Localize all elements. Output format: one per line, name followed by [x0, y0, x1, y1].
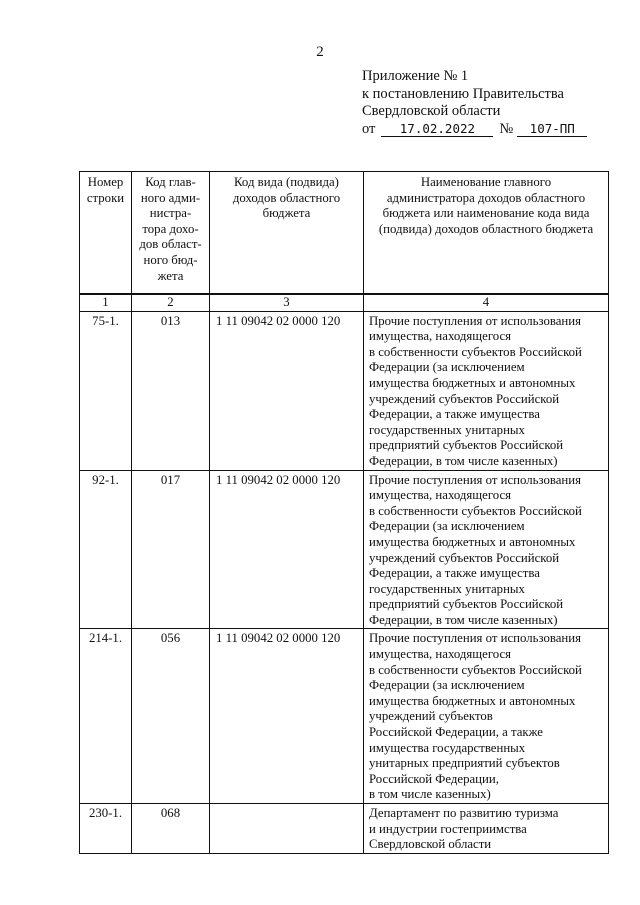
from-label: от	[362, 120, 376, 137]
resolution-number: 107-ПП	[517, 122, 587, 137]
text-line: предприятий субъектов Российской	[369, 438, 564, 453]
column-number: 2	[132, 294, 210, 311]
revenue-code: 1 11 09042 02 0000 120	[210, 629, 364, 804]
revenue-table	[79, 171, 609, 854]
text-line: в собственности субъектов Российской	[369, 662, 582, 677]
text-line: ного бюд-	[143, 252, 198, 267]
text-line: Код вида (подвида)	[234, 175, 339, 189]
text-line: Федерации (за исключением	[369, 678, 525, 693]
row-number: 75-1.	[80, 311, 132, 470]
text-line: Российской Федерации,	[369, 771, 499, 786]
text-line: Федерации (за исключением	[369, 519, 525, 534]
table-row	[80, 629, 609, 804]
header-cell	[364, 172, 609, 295]
text-line: администратора доходов областного	[386, 190, 586, 205]
table-row	[80, 470, 609, 629]
text-line: Федерации, в том числе казенных)	[369, 453, 558, 468]
header-cell	[210, 172, 364, 295]
column-number-row	[80, 294, 609, 311]
text-line: имущества, находящегося	[369, 488, 512, 503]
text-line: имущества бюджетных и автономных	[369, 375, 576, 390]
text-line: тора дохо-	[142, 221, 199, 236]
text-line: имущества, находящегося	[369, 329, 512, 344]
revenue-description	[364, 804, 609, 854]
text-line: Свердловской области	[369, 837, 492, 852]
text-line: государственных унитарных	[369, 581, 525, 596]
text-line: Федерации (за исключением	[369, 360, 525, 375]
resolution-date: 17.02.2022	[381, 122, 493, 137]
text-line: в собственности субъектов Российской	[369, 503, 582, 518]
text-line: учреждений субъектов Российской	[369, 550, 560, 565]
text-line: Федерации, в том числе казенных)	[369, 612, 558, 627]
admin-code: 056	[132, 629, 210, 804]
text-line: жета	[157, 268, 184, 283]
table-row	[80, 311, 609, 470]
header-cell	[132, 172, 210, 295]
admin-code: 013	[132, 311, 210, 470]
revenue-description	[364, 629, 609, 804]
number-label: №	[499, 120, 514, 137]
row-number: 214-1.	[80, 629, 132, 804]
text-line: учреждений субъектов Российской	[369, 391, 560, 406]
text-line: Номер	[87, 175, 124, 189]
revenue-code	[210, 804, 364, 854]
text-line: строки	[86, 190, 125, 205]
text-line: унитарных предприятий субъектов	[369, 756, 560, 771]
column-number: 1	[80, 294, 132, 311]
text-line: имущества бюджетных и автономных	[369, 534, 576, 549]
text-line: Федерации, а также имущества	[369, 407, 540, 422]
appendix-line-3: Свердловской области	[362, 103, 501, 119]
text-line: доходов областного	[232, 190, 341, 205]
revenue-code: 1 11 09042 02 0000 120	[210, 311, 364, 470]
text-line: имущества, находящегося	[369, 647, 512, 662]
text-line: в собственности субъектов Российской	[369, 344, 582, 359]
text-line: Прочие поступления от использования	[369, 313, 581, 328]
revenue-description	[364, 470, 609, 629]
text-line: государственных унитарных	[369, 422, 525, 437]
page-number: 2	[316, 44, 324, 60]
text-line: Российской Федерации, а также	[369, 725, 543, 740]
text-line: нистра-	[149, 206, 192, 221]
text-line: Код глав-	[145, 175, 196, 189]
column-number: 4	[364, 294, 609, 311]
row-number: 230-1.	[80, 804, 132, 854]
revenue-code: 1 11 09042 02 0000 120	[210, 470, 364, 629]
text-line: дов област-	[139, 237, 202, 252]
text-line: Департамент по развитию туризма	[369, 806, 559, 820]
signature-line	[362, 121, 587, 139]
text-line: и индустрии гостеприимства	[369, 821, 527, 836]
appendix-line-2: к постановлению Правительства	[362, 85, 564, 102]
text-line: Наименование главного	[420, 175, 552, 189]
table-row	[80, 804, 609, 854]
text-line: Федерации, а также имущества	[369, 566, 540, 581]
text-line: ного адми-	[140, 190, 201, 205]
text-line: имущества государственных	[369, 740, 526, 755]
text-line: предприятий субъектов Российской	[369, 597, 564, 612]
table-header-row	[80, 172, 609, 295]
text-line: имущества бюджетных и автономных	[369, 693, 576, 708]
row-number: 92-1.	[80, 470, 132, 629]
text-line: в том числе казенных)	[369, 787, 491, 802]
column-number: 3	[210, 294, 364, 311]
text-line: бюджета или наименование кода вида	[382, 206, 590, 221]
appendix-title: Приложение № 1	[362, 68, 469, 84]
text-line: Прочие поступления от использования	[369, 472, 581, 487]
text-line: учреждений субъектов	[369, 709, 493, 724]
admin-code: 068	[132, 804, 210, 854]
admin-code: 017	[132, 470, 210, 629]
header-cell	[80, 172, 132, 295]
appendix-block	[362, 68, 587, 138]
text-line: (подвида) доходов областного бюджета	[378, 221, 594, 236]
text-line: Прочие поступления от использования	[369, 631, 581, 646]
text-line: бюджета	[262, 206, 311, 221]
revenue-description	[364, 311, 609, 470]
